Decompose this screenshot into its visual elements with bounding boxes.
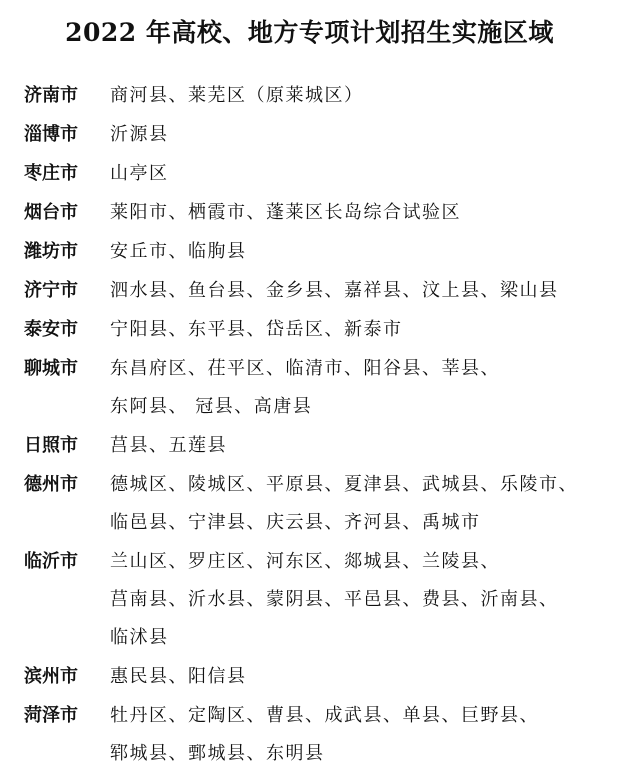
county-line: 德城区、陵城区、平原县、夏津县、武城县、乐陵市、 [110,474,578,495]
city-name: 潍坊市 [24,241,78,262]
city-row [24,116,614,154]
county-list [110,116,614,154]
county-line: 临邑县、宁津县、庆云县、齐河县、禹城市 [110,512,481,533]
city-row [24,427,614,465]
county-list [110,697,614,773]
county-list [110,272,614,310]
county-line: 沂源县 [110,124,169,145]
county-line: 兰山区、罗庄区、河东区、郯城县、兰陵县、 [110,551,500,572]
county-line: 莒南县、沂水县、蒙阴县、平邑县、费县、沂南县、 [110,589,559,610]
city-row [24,77,614,115]
city-row [24,543,614,657]
city-name: 淄博市 [24,124,78,145]
city-name: 济宁市 [24,280,78,301]
city-row [24,350,614,426]
page-title: 2022 年高校、地方专项计划招生实施区域 [65,18,554,47]
city-row [24,697,614,773]
county-list [110,194,614,232]
county-line: 郓城县、鄄城县、东明县 [110,743,325,764]
county-line: 宁阳县、东平县、岱岳区、新泰市 [110,319,403,340]
city-name: 济南市 [24,85,78,106]
county-list [110,427,614,465]
county-list [110,233,614,271]
county-list [110,658,614,696]
county-line: 泗水县、鱼台县、金乡县、嘉祥县、汶上县、梁山县 [110,280,559,301]
city-row [24,155,614,193]
county-list [110,350,614,426]
county-line: 山亭区 [110,163,169,184]
city-row [24,272,614,310]
city-row [24,233,614,271]
county-list [110,466,614,542]
city-name: 日照市 [24,435,78,456]
county-line: 临沭县 [110,627,169,648]
city-name: 枣庄市 [24,163,78,184]
county-line: 东阿县、 冠县、高唐县 [110,396,313,417]
county-line: 莱阳市、栖霞市、蓬莱区长岛综合试验区 [110,202,461,223]
city-name: 烟台市 [24,202,78,223]
county-line: 牡丹区、定陶区、曹县、成武县、单县、巨野县、 [110,705,539,726]
region-list [24,77,614,774]
county-line: 东昌府区、茌平区、临清市、阳谷县、莘县、 [110,358,500,379]
city-row [24,466,614,542]
county-list [110,155,614,193]
city-name: 泰安市 [24,319,78,340]
county-list [110,77,614,115]
city-name: 德州市 [24,474,78,495]
county-line: 安丘市、临朐县 [110,241,247,262]
city-row [24,658,614,696]
city-row [24,194,614,232]
county-line: 商河县、莱芜区（原莱城区） [110,85,364,106]
county-line: 莒县、五莲县 [110,435,227,456]
city-name: 聊城市 [24,358,78,379]
city-row [24,311,614,349]
county-line: 惠民县、阳信县 [110,666,247,687]
county-list [110,543,614,657]
city-name: 临沂市 [24,551,78,572]
county-list [110,311,614,349]
city-name: 滨州市 [24,666,78,687]
city-name: 菏泽市 [24,705,78,726]
